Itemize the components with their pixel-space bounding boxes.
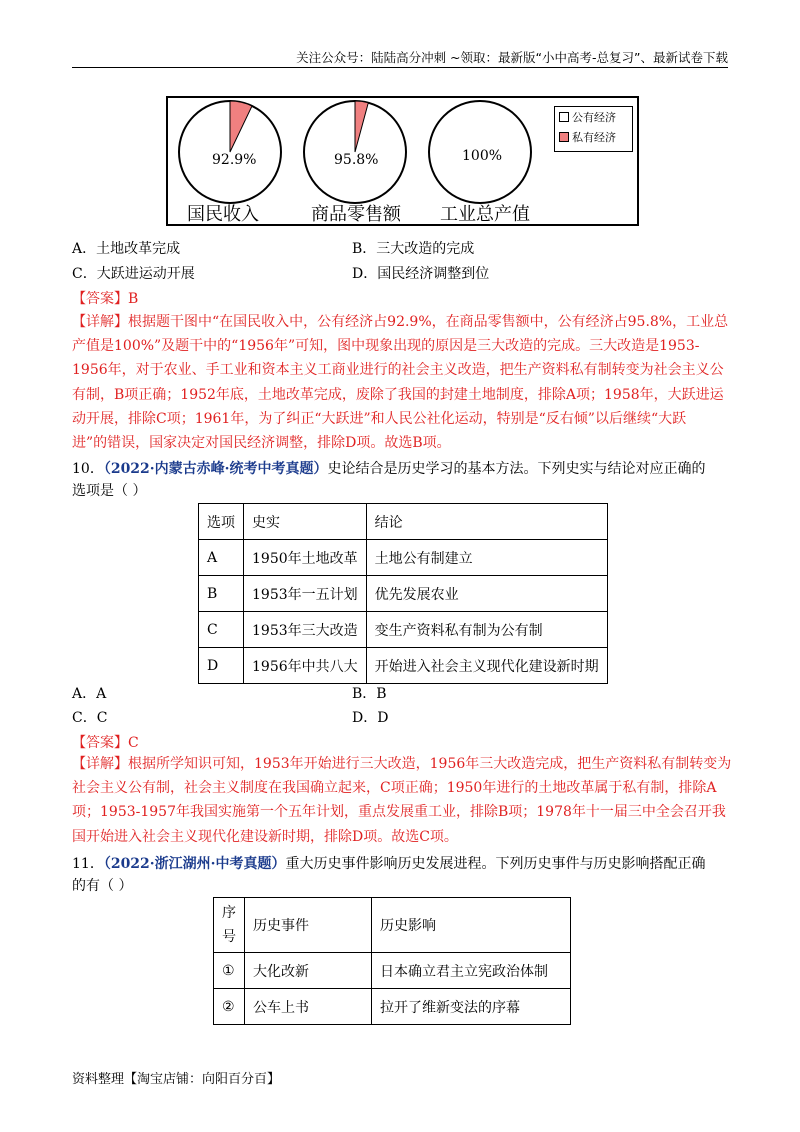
q10-source: （2022·内蒙古赤峰·统考中考真题） xyxy=(103,461,328,477)
q9-option-b: B．三大改造的完成 xyxy=(352,241,475,257)
q10-option-c: C．C xyxy=(72,710,108,726)
page-header: 关注公众号：陆陆高分冲刺 ~领取：最新版“小中高考-总复习”、最新试卷下载 xyxy=(296,50,728,65)
q10-detail xyxy=(72,752,732,849)
table-row xyxy=(199,648,608,684)
q9-detail-line: 产值是100%”及题干中的“1956年”可知，图中现象出现的原因是三大改造的完成。三大改造是1953- xyxy=(72,338,700,355)
page-footer: 资料整理【淘宝店铺：向阳百分百】 xyxy=(72,1072,281,1087)
q10-stem-2: 选项是（ ） xyxy=(72,483,147,499)
q10-stem-text: 史论结合是历史学习的基本方法。下列史实与结论对应正确的 xyxy=(327,461,706,477)
table-cell: 1956年中共八大 xyxy=(244,648,367,684)
q9-option-d: D．国民经济调整到位 xyxy=(352,266,490,282)
legend-private-swatch xyxy=(559,132,569,142)
q10-detail-line: 项；1953-1957年我国实施第一个五年计划，重点发展重工业，排除B项；1978年十一届三中全会召开我 xyxy=(72,804,726,821)
table-header-row xyxy=(214,898,571,953)
pie-legend xyxy=(554,106,633,152)
table-cell: 公车上书 xyxy=(245,989,372,1025)
pie-2-label: 95.8% xyxy=(334,152,379,168)
q11-stem-2: 的有（ ） xyxy=(72,878,133,894)
q10-detail-line: 【详解】根据所学知识可知，1953年开始进行三大改造，1956年三大改造完成，把生产资料私有制转变为 xyxy=(72,756,732,772)
table-cell: D xyxy=(199,648,244,684)
table-cell: 开始进入社会主义现代化建设新时期 xyxy=(366,648,607,684)
q10-answer: 【答案】C xyxy=(72,735,139,751)
table-header-row xyxy=(199,504,608,540)
table-cell: ② xyxy=(214,989,245,1025)
q10-number: 10． xyxy=(72,461,104,477)
table-cell: 拉开了维新变法的序幕 xyxy=(372,989,571,1025)
table-cell: C xyxy=(199,612,244,648)
q11-stem xyxy=(72,853,706,873)
pie-2-caption: 商品零售额 xyxy=(311,204,401,225)
table-row xyxy=(199,540,608,576)
table-header-cell: 历史事件 xyxy=(245,898,372,953)
table-cell: 土地公有制建立 xyxy=(366,540,607,576)
pie-3-label: 100% xyxy=(462,148,503,164)
q9-detail xyxy=(72,310,732,455)
q11-number: 11． xyxy=(72,856,104,872)
legend-private xyxy=(555,127,632,147)
q11-source: （2022·浙江湖州·中考真题） xyxy=(103,856,286,872)
table-cell: 日本确立君主立宪政治体制 xyxy=(372,953,571,989)
table-cell: 1953年三大改造 xyxy=(244,612,367,648)
header-divider xyxy=(72,67,728,68)
pie-1-label: 92.9% xyxy=(212,152,257,168)
q10-option-a: A．A xyxy=(72,686,107,702)
table-header-cell: 历史影响 xyxy=(372,898,571,953)
legend-public-swatch xyxy=(559,112,569,122)
table-header-cell: 序号 xyxy=(214,898,245,953)
table-cell: ① xyxy=(214,953,245,989)
q10-detail-line: 国开始进入社会主义现代化建设新时期，排除D项。故选C项。 xyxy=(72,828,458,845)
legend-private-label: 私有经济 xyxy=(572,131,616,144)
table-header-cell: 选项 xyxy=(199,504,244,540)
pie-1-caption: 国民收入 xyxy=(187,204,259,225)
table-row xyxy=(199,612,608,648)
q10-stem xyxy=(72,458,706,478)
table-cell: 大化改新 xyxy=(245,953,372,989)
q10-option-b: B．B xyxy=(352,686,387,702)
table-row xyxy=(214,989,571,1025)
table-header-cell: 史实 xyxy=(244,504,367,540)
pie-3-caption: 工业总产值 xyxy=(440,204,530,225)
table-row xyxy=(214,953,571,989)
pie-industrial-output xyxy=(429,101,531,203)
q9-option-a: A．土地改革完成 xyxy=(72,241,181,257)
legend-public xyxy=(555,107,632,127)
table-cell: B xyxy=(199,576,244,612)
q9-detail-line: 【详解】根据题干图中“在国民收入中，公有经济占92.9%，在商品零售额中，公有经济占95.8%，工业总 xyxy=(72,314,729,330)
q9-detail-line: 有制，B项正确；1952年底，土地改革完成，废除了我国的封建土地制度，排除A项；1958年，大跃进运 xyxy=(72,386,724,403)
pie-retail-sales xyxy=(304,101,406,203)
table-row xyxy=(199,576,608,612)
q10-detail-line: 社会主义公有制，社会主义制度在我国确立起来，C项正确；1950年进行的土地改革属于私有制，排除A xyxy=(72,780,717,797)
table-cell: 1950年土地改革 xyxy=(244,540,367,576)
q11-table xyxy=(213,897,571,1025)
q9-option-c: C．大跃进运动开展 xyxy=(72,266,195,282)
table-header-cell: 结论 xyxy=(366,504,607,540)
table-cell: 1953年一五计划 xyxy=(244,576,367,612)
q9-detail-line: 进”的错误，国家决定对国民经济调整，排除D项。故选B项。 xyxy=(72,435,451,452)
table-cell: 变生产资料私有制为公有制 xyxy=(366,612,607,648)
q9-answer: 【答案】B xyxy=(72,291,139,307)
table-cell: A xyxy=(199,540,244,576)
pie-national-income xyxy=(179,101,281,203)
q10-option-d: D．D xyxy=(352,710,389,726)
legend-public-label: 公有经济 xyxy=(572,111,616,124)
q11-stem-text: 重大历史事件影响历史发展进程。下列历史事件与历史影响搭配正确 xyxy=(285,856,706,872)
table-cell: 优先发展农业 xyxy=(366,576,607,612)
q9-detail-line: 1956年，对于农业、手工业和资本主义工商业进行的社会主义改造，把生产资料私有制转变为社会主义公 xyxy=(72,362,724,379)
q9-detail-line: 动开展，排除C项；1961年，为了纠正“大跃进”和人民公社化运动，特别是“反右倾”以后继续“大跃 xyxy=(72,410,687,427)
q10-table xyxy=(198,503,608,684)
